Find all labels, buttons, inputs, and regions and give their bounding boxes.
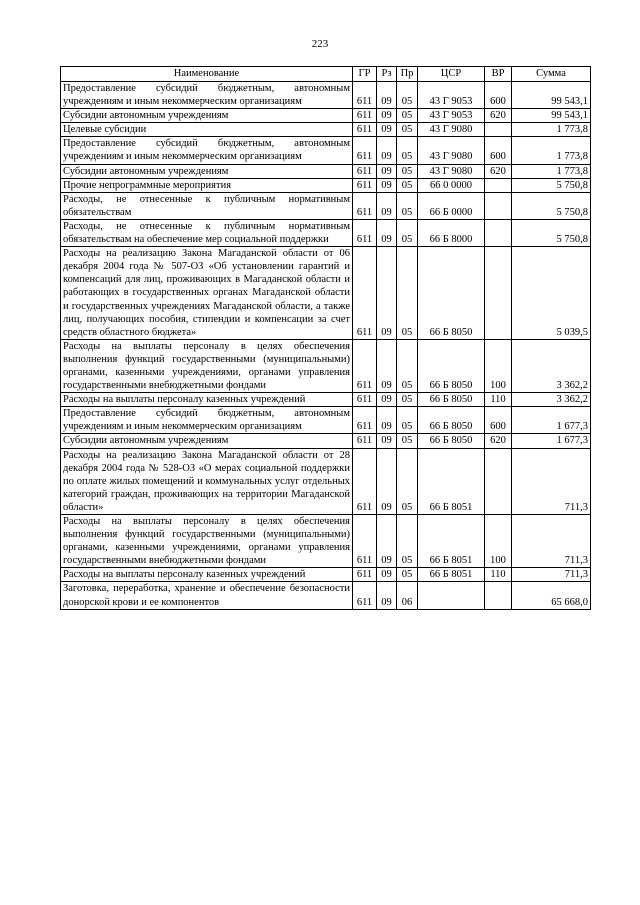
table-row <box>61 515 591 568</box>
cell-vr: 600 <box>485 407 512 434</box>
cell-vr: 620 <box>485 434 512 448</box>
cell-gr: 611 <box>353 164 377 178</box>
cell-rz: 09 <box>377 164 397 178</box>
cell-vr: 100 <box>485 515 512 568</box>
cell-gr: 611 <box>353 123 377 137</box>
cell-pr: 05 <box>397 407 418 434</box>
cell-name: Расходы на выплаты персоналу казенных учреждений <box>61 393 353 407</box>
cell-rz: 09 <box>377 448 397 514</box>
header-rz: Рз <box>377 67 397 82</box>
cell-csr: 66 Б 8050 <box>418 407 485 434</box>
cell-rz: 09 <box>377 582 397 609</box>
table-row <box>61 448 591 514</box>
cell-csr: 43 Г 9053 <box>418 109 485 123</box>
table-row <box>61 407 591 434</box>
cell-sum: 711,3 <box>512 568 591 582</box>
cell-gr: 611 <box>353 568 377 582</box>
cell-vr <box>485 178 512 192</box>
cell-csr <box>418 582 485 609</box>
cell-name: Расходы на выплаты персоналу в целях обеспечения выполнения функций государственными (муниципальными) органами, казенными учреждениями, органами управления государственными внебюджетными фондами <box>61 515 353 568</box>
cell-vr <box>485 582 512 609</box>
cell-name: Целевые субсидии <box>61 123 353 137</box>
cell-vr: 110 <box>485 393 512 407</box>
cell-csr: 43 Г 9080 <box>418 123 485 137</box>
cell-sum: 1 773,8 <box>512 164 591 178</box>
cell-vr <box>485 192 512 219</box>
cell-name: Прочие непрограммные мероприятия <box>61 178 353 192</box>
cell-gr: 611 <box>353 178 377 192</box>
cell-vr <box>485 448 512 514</box>
table-row <box>61 164 591 178</box>
header-pr: Пр <box>397 67 418 82</box>
cell-name: Предоставление субсидий бюджетным, автономным учреждениям и иным некоммерческим организациям <box>61 82 353 109</box>
cell-pr: 06 <box>397 582 418 609</box>
table-row <box>61 178 591 192</box>
cell-pr: 05 <box>397 434 418 448</box>
table-row <box>61 82 591 109</box>
header-sum: Сумма <box>512 67 591 82</box>
cell-csr: 66 Б 8050 <box>418 339 485 392</box>
table-row <box>61 339 591 392</box>
cell-rz: 09 <box>377 515 397 568</box>
cell-sum: 5 750,8 <box>512 192 591 219</box>
cell-gr: 611 <box>353 393 377 407</box>
cell-name: Расходы на выплаты персоналу в целях обеспечения выполнения функций государственными (муниципальными) органами, казенными учреждениями, органами управления государственными внебюджетными фондами <box>61 339 353 392</box>
cell-csr: 43 Г 9080 <box>418 137 485 164</box>
cell-gr: 611 <box>353 192 377 219</box>
cell-name: Расходы, не отнесенные к публичным нормативным обязательствам <box>61 192 353 219</box>
cell-sum: 5 039,5 <box>512 247 591 340</box>
cell-pr: 05 <box>397 82 418 109</box>
cell-vr <box>485 247 512 340</box>
cell-rz: 09 <box>377 137 397 164</box>
table-row <box>61 192 591 219</box>
cell-gr: 611 <box>353 82 377 109</box>
cell-rz: 09 <box>377 178 397 192</box>
table-row <box>61 137 591 164</box>
cell-rz: 09 <box>377 568 397 582</box>
cell-rz: 09 <box>377 339 397 392</box>
header-vr: ВР <box>485 67 512 82</box>
cell-sum: 1 677,3 <box>512 434 591 448</box>
cell-pr: 05 <box>397 393 418 407</box>
cell-pr: 05 <box>397 247 418 340</box>
header-csr: ЦСР <box>418 67 485 82</box>
cell-rz: 09 <box>377 247 397 340</box>
table-body <box>61 82 591 610</box>
page-number: 223 <box>311 38 329 50</box>
cell-name: Предоставление субсидий бюджетным, автономным учреждениям и иным некоммерческим организациям <box>61 137 353 164</box>
cell-sum: 711,3 <box>512 515 591 568</box>
cell-rz: 09 <box>377 219 397 246</box>
cell-rz: 09 <box>377 123 397 137</box>
cell-csr: 66 Б 8050 <box>418 393 485 407</box>
cell-gr: 611 <box>353 407 377 434</box>
cell-name: Субсидии автономным учреждениям <box>61 164 353 178</box>
cell-rz: 09 <box>377 109 397 123</box>
cell-gr: 611 <box>353 434 377 448</box>
cell-pr: 05 <box>397 178 418 192</box>
table-row <box>61 568 591 582</box>
cell-name: Расходы на реализацию Закона Магаданской области от 06 декабря 2004 года № 507-ОЗ «Об установлении гарантий и компенсаций для лиц, проживающих в Магаданской области и работающих в государственных органах Магаданской области и государственных учреждениях Магаданской области, а также лиц, получающих пособия, стипендии и компенсации за счет средств областного бюджета» <box>61 247 353 340</box>
cell-rz: 09 <box>377 82 397 109</box>
cell-csr: 66 Б 8051 <box>418 515 485 568</box>
cell-gr: 611 <box>353 515 377 568</box>
cell-gr: 611 <box>353 339 377 392</box>
cell-name: Субсидии автономным учреждениям <box>61 109 353 123</box>
header-gr: ГР <box>353 67 377 82</box>
cell-gr: 611 <box>353 109 377 123</box>
cell-vr <box>485 219 512 246</box>
cell-rz: 09 <box>377 434 397 448</box>
table-row <box>61 393 591 407</box>
table-row <box>61 434 591 448</box>
cell-csr: 66 Б 8051 <box>418 448 485 514</box>
cell-pr: 05 <box>397 192 418 219</box>
cell-sum: 1 773,8 <box>512 123 591 137</box>
cell-sum: 99 543,1 <box>512 82 591 109</box>
cell-sum: 711,3 <box>512 448 591 514</box>
cell-csr: 43 Г 9080 <box>418 164 485 178</box>
cell-pr: 05 <box>397 219 418 246</box>
cell-csr: 66 Б 0000 <box>418 192 485 219</box>
budget-table <box>60 66 591 610</box>
cell-pr: 05 <box>397 339 418 392</box>
cell-sum: 1 773,8 <box>512 137 591 164</box>
header-name: Наименование <box>61 67 353 82</box>
table-row <box>61 582 591 609</box>
cell-pr: 05 <box>397 123 418 137</box>
cell-gr: 611 <box>353 448 377 514</box>
cell-pr: 05 <box>397 109 418 123</box>
cell-name: Расходы на реализацию Закона Магаданской области от 28 декабря 2004 года № 528-ОЗ «О мерах социальной поддержки по оплате жилых помещений и коммунальных услуг отдельных категорий граждан, проживающих на территории Магаданской области» <box>61 448 353 514</box>
cell-sum: 3 362,2 <box>512 393 591 407</box>
table-row <box>61 247 591 340</box>
cell-csr: 66 0 0000 <box>418 178 485 192</box>
cell-vr: 620 <box>485 164 512 178</box>
cell-csr: 66 Б 8000 <box>418 219 485 246</box>
cell-vr: 110 <box>485 568 512 582</box>
cell-pr: 05 <box>397 164 418 178</box>
cell-name: Расходы на выплаты персоналу казенных учреждений <box>61 568 353 582</box>
table-row <box>61 123 591 137</box>
cell-name: Субсидии автономным учреждениям <box>61 434 353 448</box>
cell-sum: 1 677,3 <box>512 407 591 434</box>
cell-gr: 611 <box>353 137 377 164</box>
cell-vr: 100 <box>485 339 512 392</box>
table-row <box>61 219 591 246</box>
cell-csr: 66 Б 8050 <box>418 247 485 340</box>
cell-sum: 5 750,8 <box>512 219 591 246</box>
cell-vr <box>485 123 512 137</box>
cell-rz: 09 <box>377 192 397 219</box>
cell-csr: 43 Г 9053 <box>418 82 485 109</box>
cell-name: Расходы, не отнесенные к публичным нормативным обязательствам на обеспечение мер социальной поддержки <box>61 219 353 246</box>
cell-vr: 620 <box>485 109 512 123</box>
cell-sum: 65 668,0 <box>512 582 591 609</box>
cell-rz: 09 <box>377 393 397 407</box>
cell-vr: 600 <box>485 137 512 164</box>
cell-pr: 05 <box>397 137 418 164</box>
table-header-row <box>61 67 591 82</box>
cell-csr: 66 Б 8051 <box>418 568 485 582</box>
cell-vr: 600 <box>485 82 512 109</box>
cell-csr: 66 Б 8050 <box>418 434 485 448</box>
cell-name: Предоставление субсидий бюджетным, автономным учреждениям и иным некоммерческим организациям <box>61 407 353 434</box>
cell-gr: 611 <box>353 582 377 609</box>
cell-gr: 611 <box>353 219 377 246</box>
cell-pr: 05 <box>397 448 418 514</box>
table-row <box>61 109 591 123</box>
cell-sum: 3 362,2 <box>512 339 591 392</box>
cell-rz: 09 <box>377 407 397 434</box>
cell-sum: 99 543,1 <box>512 109 591 123</box>
cell-pr: 05 <box>397 568 418 582</box>
cell-pr: 05 <box>397 515 418 568</box>
cell-name: Заготовка, переработка, хранение и обеспечение безопасности донорской крови и ее компонентов <box>61 582 353 609</box>
cell-sum: 5 750,8 <box>512 178 591 192</box>
cell-gr: 611 <box>353 247 377 340</box>
